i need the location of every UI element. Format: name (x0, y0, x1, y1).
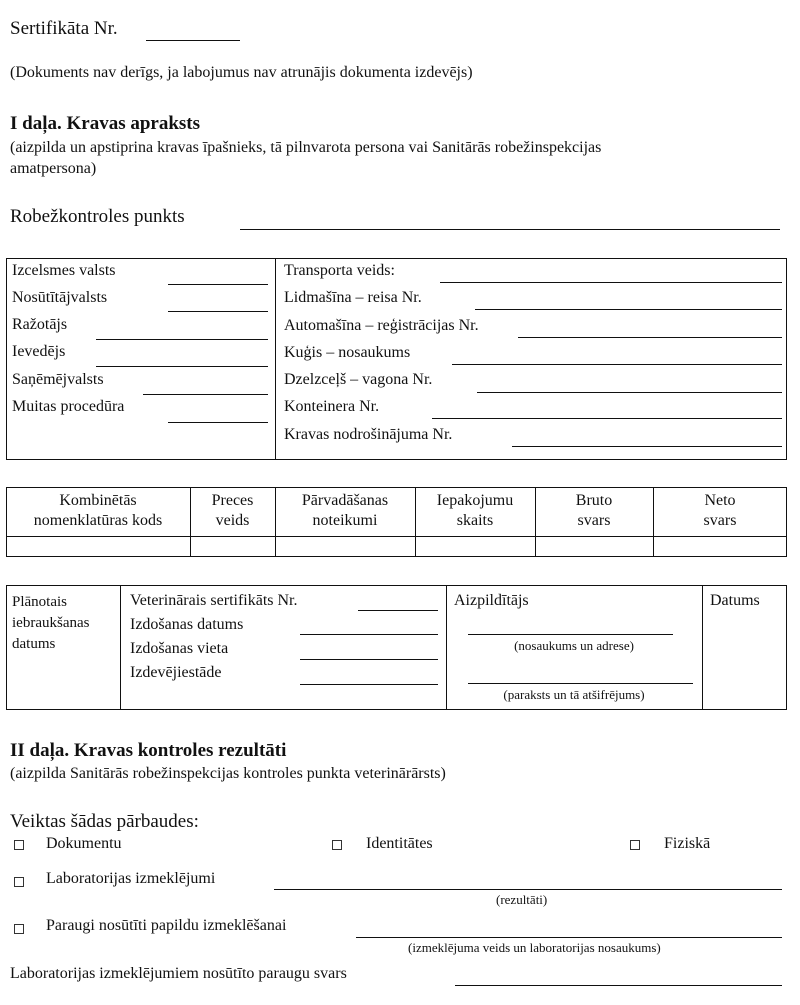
samples-check-label: Paraugi nosūtīti papildu izmeklēšanai (46, 917, 287, 934)
car-registration-field[interactable] (518, 337, 782, 338)
border-point-field[interactable] (240, 229, 780, 230)
origin-transport-divider (275, 258, 276, 460)
origin-country-field[interactable] (168, 284, 268, 285)
airplane-flight-label: Lidmašīna – reisa Nr. (284, 289, 422, 306)
sample-weight-field[interactable] (455, 985, 782, 986)
container-number-field[interactable] (432, 418, 782, 419)
entry-vet-divider (120, 585, 121, 710)
date-label: Datums (710, 592, 760, 609)
railway-wagon-label: Dzelzceļš – vagona Nr. (284, 371, 433, 388)
certificate-number-field[interactable] (146, 40, 240, 41)
issue-date-label: Izdošanas datums (130, 616, 244, 633)
border-point-label: Robežkontroles punkts (10, 206, 185, 227)
importer-field[interactable] (96, 366, 268, 367)
filler-name-field[interactable] (468, 634, 673, 635)
document-check-label: Dokumentu (46, 835, 122, 852)
part1-title: I daļa. Kravas apraksts (10, 113, 201, 134)
lab-results-note: (rezultāti) (496, 892, 548, 907)
filler-signature-field[interactable] (468, 683, 693, 684)
producer-label: Ražotājs (12, 316, 68, 333)
entry-vet-divider (702, 585, 703, 710)
physical-check-label: Fiziskā (664, 835, 711, 852)
issuing-authority-label: Izdevējiestāde (130, 664, 222, 681)
railway-wagon-field[interactable] (477, 392, 782, 393)
ship-name-label: Kuģis – nosaukums (284, 344, 411, 361)
checks-label: Veiktas šādas pārbaudes: (10, 811, 199, 832)
identity-check-checkbox[interactable] (332, 840, 342, 850)
goods-table-header-divider (6, 536, 787, 537)
header-net-weight: Neto svars (703, 492, 737, 529)
issue-place-label: Izdošanas vieta (130, 640, 229, 657)
validity-note: (Dokuments nav derīgs, ja labojumus nav atrunājis dokumenta izdevējs) (10, 64, 473, 81)
planned-entry-date-label: Plānotais iebraukšanas datums (12, 594, 90, 652)
car-registration-label: Automašīna – reģistrācijas Nr. (284, 317, 479, 334)
importer-label: Ievedējs (12, 343, 66, 360)
part2-subtitle: (aizpilda Sanitārās robežinspekcijas kontroles punkta veterinārārsts) (10, 765, 446, 782)
identity-check-label: Identitātes (366, 835, 433, 852)
customs-procedure-field[interactable] (168, 422, 268, 423)
issue-date-field[interactable] (300, 634, 438, 635)
container-number-label: Konteinera Nr. (284, 398, 380, 415)
issue-place-field[interactable] (300, 659, 438, 660)
cargo-security-label: Kravas nodrošinājuma Nr. (284, 426, 453, 443)
transport-type-label: Transporta veids: (284, 262, 395, 279)
ship-name-field[interactable] (452, 364, 782, 365)
customs-procedure-label: Muitas procedūra (12, 398, 125, 415)
filler-signature-note: (paraksts un tā atšifrējums) (503, 687, 645, 702)
lab-check-label: Laboratorijas izmeklējumi (46, 870, 216, 887)
filler-name-note: (nosaukums un adrese) (514, 638, 634, 653)
receiver-country-field[interactable] (143, 394, 268, 395)
part1-subtitle-line2: amatpersona) (10, 160, 97, 177)
document-check-checkbox[interactable] (14, 840, 24, 850)
sender-country-field[interactable] (168, 311, 268, 312)
part1-subtitle-line1: (aizpilda un apstiprina kravas īpašnieks, tā pilnvarota persona vai Sanitārās robežinspekcijas (10, 139, 602, 156)
issuing-authority-field[interactable] (300, 684, 438, 685)
lab-results-field[interactable] (274, 889, 782, 890)
samples-field[interactable] (356, 937, 782, 938)
transport-type-field[interactable] (440, 282, 782, 283)
header-combined-nomenclature: Kombinētās nomenklatūras kods (33, 492, 163, 529)
header-package-count: Iepakojumu skaits (436, 492, 514, 529)
receiver-country-label: Saņēmējvalsts (12, 371, 104, 388)
header-transport-conditions: Pārvadāšanas noteikumi (301, 492, 389, 529)
header-gross-weight: Bruto svars (575, 492, 613, 529)
vet-certificate-field[interactable] (358, 610, 438, 611)
airplane-flight-field[interactable] (475, 309, 782, 310)
sample-weight-label: Laboratorijas izmeklējumiem nosūtīto paraugu svars (10, 965, 347, 982)
samples-check-checkbox[interactable] (14, 924, 24, 934)
certificate-number-label: Sertifikāta Nr. (10, 18, 118, 39)
lab-check-checkbox[interactable] (14, 877, 24, 887)
samples-note: (izmeklējuma veids un laboratorijas nosaukums) (408, 940, 661, 955)
header-goods-type: Preces veids (211, 492, 254, 529)
physical-check-checkbox[interactable] (630, 840, 640, 850)
sender-country-label: Nosūtītājvalsts (12, 289, 108, 306)
origin-country-label: Izcelsmes valsts (12, 262, 116, 279)
cargo-security-field[interactable] (512, 446, 782, 447)
vet-certificate-label: Veterinārais sertifikāts Nr. (130, 592, 298, 609)
producer-field[interactable] (96, 339, 268, 340)
filler-label: Aizpildītājs (454, 592, 529, 609)
part2-title: II daļa. Kravas kontroles rezultāti (10, 740, 287, 761)
